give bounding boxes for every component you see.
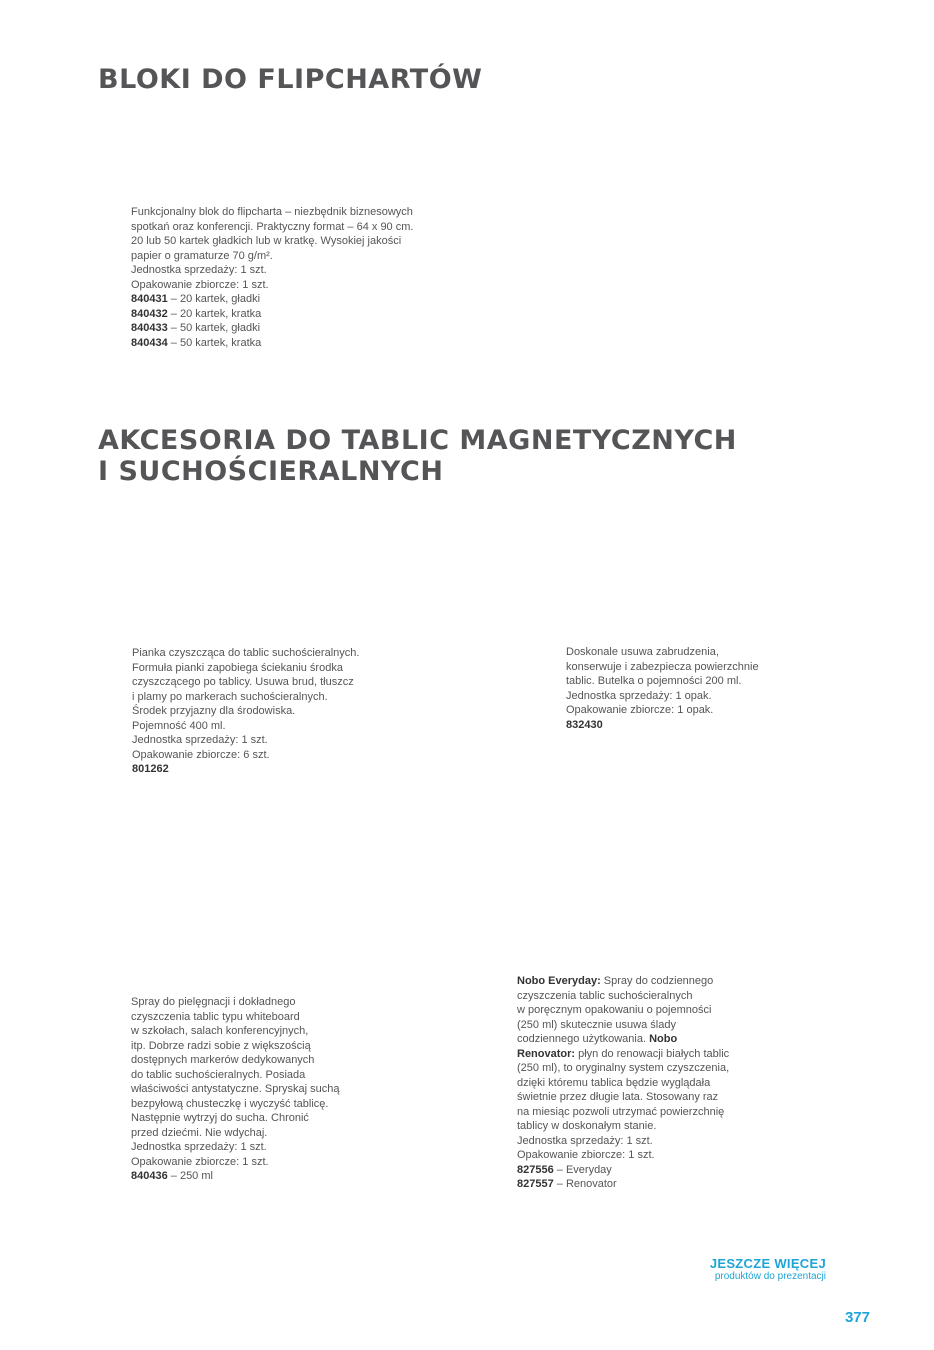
- desc-line: Doskonale usuwa zabrudzenia,: [566, 646, 719, 658]
- product-variant: – 50 kartek, gładki: [167, 322, 261, 334]
- desc-line: Jednostka sprzedaży: 1 szt.: [131, 1141, 267, 1153]
- product-code-line: [131, 292, 431, 307]
- product-code-line: [131, 307, 431, 322]
- desc-line: Opakowanie zbiorcze: 1 szt.: [131, 1155, 269, 1168]
- desc-line: itp. Dobrze radzi sobie z większością: [131, 1039, 311, 1052]
- more-products-link[interactable]: [710, 1256, 826, 1282]
- desc-line: 20 lub 50 kartek gładkich lub w kratkę. Wysokiej jakości: [131, 235, 402, 247]
- title-line: I SUCHOŚCIERALNYCH: [98, 456, 444, 487]
- desc-line: tablic. Butelka o pojemności 200 ml.: [566, 675, 742, 687]
- nobo-products-description: [517, 974, 747, 1192]
- product-code: 840431: [131, 293, 168, 305]
- desc-line: [517, 1032, 747, 1047]
- product-code: 827556: [517, 1163, 554, 1176]
- product-code-line: [517, 1177, 747, 1192]
- desc-line: czyszczącego po tablicy. Usuwa brud, tłuszcz: [132, 676, 354, 688]
- product-variant: – Everyday: [553, 1163, 612, 1176]
- desc-line: Funkcjonalny blok do flipcharta – niezbędnik biznesowych: [131, 206, 413, 218]
- desc-line: Spray do pielęgnacji i dokładnego: [131, 996, 296, 1008]
- desc-line: Jednostka sprzedaży: 1 opak.: [566, 689, 712, 702]
- desc-line: Opakowanie zbiorcze: 6 szt.: [132, 748, 270, 761]
- desc-text: płyn do renowacji białych tablic: [575, 1047, 730, 1060]
- desc-line: Jednostka sprzedaży: 1 szt.: [517, 1134, 653, 1147]
- desc-line: do tablic suchościeralnych. Posiada: [131, 1068, 306, 1081]
- desc-line: Następnie wytrzyj do sucha. Chronić: [131, 1112, 309, 1124]
- desc-text: Spray do codziennego: [600, 975, 714, 987]
- desc-line: spotkań oraz konferencji. Praktyczny format – 64 x 90 cm.: [131, 220, 414, 233]
- product-variant: – 20 kartek, gładki: [167, 293, 261, 305]
- product-name: Renovator:: [517, 1047, 576, 1060]
- product-code-line: [131, 1169, 351, 1184]
- product-code: 840433: [131, 322, 168, 334]
- desc-line: i plamy po markerach suchościeralnych.: [132, 690, 328, 703]
- whiteboard-spray-description: [131, 995, 351, 1184]
- desc-line: Jednostka sprzedaży: 1 szt.: [131, 264, 267, 276]
- desc-text: codziennego użytkowania.: [517, 1033, 650, 1045]
- desc-line: Formuła pianki zapobiega ściekaniu środka: [132, 661, 343, 674]
- desc-line: w poręcznym opakowaniu o pojemności: [517, 1004, 712, 1016]
- desc-line: Opakowanie zbiorcze: 1 szt.: [131, 278, 269, 291]
- desc-line: dostępnych markerów dedykowanych: [131, 1054, 315, 1066]
- desc-line: Jednostka sprzedaży: 1 szt.: [132, 734, 268, 746]
- desc-line: [517, 1047, 747, 1062]
- more-products-subtitle: produktów do prezentacji: [714, 1271, 826, 1282]
- page-number: 377: [844, 1309, 870, 1326]
- product-variant: – 250 ml: [167, 1170, 213, 1182]
- product-code: 801262: [132, 763, 169, 775]
- product-code-line: [131, 336, 431, 351]
- more-products-title: JESZCZE WIĘCEJ: [709, 1256, 826, 1271]
- product-code-line: [131, 321, 431, 336]
- flipchart-pads-description: [131, 205, 431, 350]
- product-name: Nobo Everyday:: [517, 975, 601, 987]
- desc-line: tablicy w doskonałym stanie.: [517, 1120, 657, 1132]
- desc-line: papier o gramaturze 70 g/m².: [131, 249, 273, 262]
- desc-line: w szkołach, salach konferencyjnych,: [131, 1025, 309, 1037]
- product-variant: – Renovator: [553, 1178, 617, 1190]
- desc-line: bezpyłową chusteczkę i wyczyść tablicę.: [131, 1097, 329, 1110]
- desc-line: świetnie przez długie lata. Stosowany raz: [517, 1091, 719, 1103]
- desc-line: dzięki któremu tablica będzie wyglądała: [517, 1076, 711, 1089]
- desc-line: [517, 974, 747, 989]
- desc-line: na miesiąc pozwoli utrzymać powierzchnię: [517, 1105, 725, 1118]
- desc-line: Pojemność 400 ml.: [132, 719, 226, 732]
- product-variant: – 50 kartek, kratka: [167, 336, 262, 349]
- section-title-flipchart-pads: BLOKI DO FLIPCHARTÓW: [98, 64, 483, 95]
- product-code: 840434: [131, 336, 168, 349]
- desc-line: (250 ml) skutecznie usuwa ślady: [517, 1018, 676, 1031]
- section-title-board-accessories: [98, 425, 737, 487]
- product-code: 840432: [131, 307, 168, 320]
- cleaning-foam-description: [132, 646, 372, 777]
- desc-line: właściwości antystatyczne. Spryskaj suchą: [131, 1083, 340, 1095]
- desc-line: Środek przyjazny dla środowiska.: [132, 705, 296, 717]
- board-cleaner-description: [566, 645, 776, 732]
- desc-line: konserwuje i zabezpiecza powierzchnie: [566, 660, 759, 673]
- desc-line: (250 ml), to oryginalny system czyszczenia,: [517, 1062, 730, 1074]
- desc-line: Opakowanie zbiorcze: 1 szt.: [517, 1149, 655, 1161]
- product-variant: – 20 kartek, kratka: [167, 307, 262, 320]
- product-code: 840436: [131, 1170, 168, 1182]
- desc-line: Pianka czyszcząca do tablic suchościeralnych.: [132, 647, 360, 659]
- desc-line: Opakowanie zbiorcze: 1 opak.: [566, 704, 714, 716]
- title-line: AKCESORIA DO TABLIC MAGNETYCZNYCH: [98, 425, 737, 456]
- desc-line: przed dziećmi. Nie wdychaj.: [131, 1126, 268, 1139]
- product-code-line: [517, 1163, 747, 1178]
- product-code: 827557: [517, 1178, 554, 1190]
- product-name: Nobo: [649, 1033, 678, 1045]
- product-code: 832430: [566, 718, 603, 731]
- desc-line: czyszczenia tablic suchościeralnych: [517, 989, 693, 1002]
- desc-line: czyszczenia tablic typu whiteboard: [131, 1010, 300, 1023]
